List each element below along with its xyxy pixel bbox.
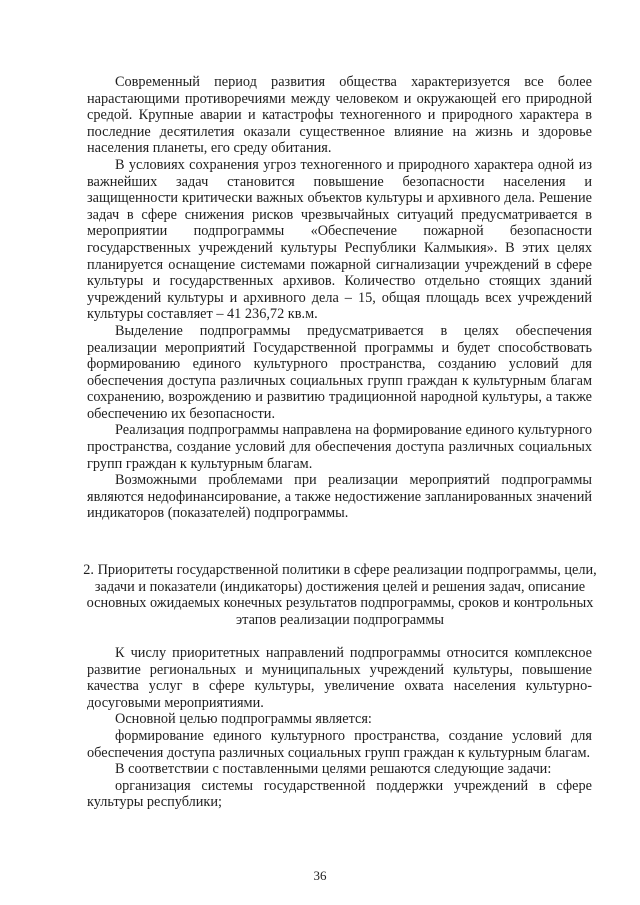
paragraph-threat-conditions: В условиях сохранения угроз техногенного и природного характера одной из важнейших задач становится повышение безопасности населения и защищенности критически важных объектов культуры и архивного дела. Решение задач в сфере снижения рисков чрезвычайных ситуаций предусматривается в мероприятии подпрограммы «Обеспечение пожарной безопасности государственных учреждений культуры Республики Калмыкия». В этих целях планируется оснащение системами пожарной сигнализации учреждений в сфере культуры и государственных архивов. Количество отдельно стоящих зданий учреждений культуры и архивного дела – 15, общая площадь всех учреждений культуры составляет – 41 236,72 кв.м. [87,156,592,323]
body-text-bottom [87,645,592,811]
paragraph-tasks-intro: В соответствии с поставленными целями решаются следующие задачи: [115,761,552,778]
paragraph-implementation: Реализация подпрограммы направлена на формирование единого культурного пространства, создание условий для обеспечения доступа различных социальных групп граждан к культурным благам. [87,422,592,472]
paragraph-possible-problems: Возможными проблемами при реализации мероприятий подпрограммы являются недофинансирование, а также недостижение запланированных значений индикаторов (показателей) подпрограммы. [87,472,592,522]
paragraph-main-goal: формирование единого культурного пространства, создание условий для обеспечения доступа различных социальных групп граждан к культурным благам. [87,727,592,761]
paragraph-task-support-system: организация системы государственной поддержки учреждений в сфере культуры республики; [87,777,592,811]
paragraph-subprogram-purpose: Выделение подпрограммы предусматривается в целях обеспечения реализации мероприятий Государственной программы и будет способствовать формированию единого культурного пространства, созданию условий для обеспечения доступа различных социальных групп граждан к культурным благам сохранению, возрождению и развитию традиционной народной культуры, а также обеспечению их безопасности. [87,322,592,422]
page-number: 36 [313,868,327,883]
paragraph-priority-directions: К числу приоритетных направлений подпрограммы относится комплексное развитие региональных и муниципальных учреждений культуры, повышение качества услуг в сфере культуры, увеличение охвата населения культурно-досуговыми мероприятиями. [87,645,592,711]
body-text-top [87,74,592,522]
paragraph-modern-period: Современный период развития общества характеризуется все более нарастающими противоречиями между человеком и окружающей его природной средой. Крупные аварии и катастрофы техногенного и природного характера в последние десятилетия оказали существенное влияние на жизнь и здоровье населения планеты, его среду обитания. [87,74,592,157]
section-heading: 2. Приоритеты государственной политики в сфере реализации подпрограммы, цели, задачи и показатели (индикаторы) достижения целей и решения задач, описание основных ожидаемых конечных результатов подпрограммы, сроков и контрольных этапов реализации подпрограммы [83,562,597,628]
paragraph-main-goal-intro: Основной целью подпрограммы является: [115,711,372,728]
